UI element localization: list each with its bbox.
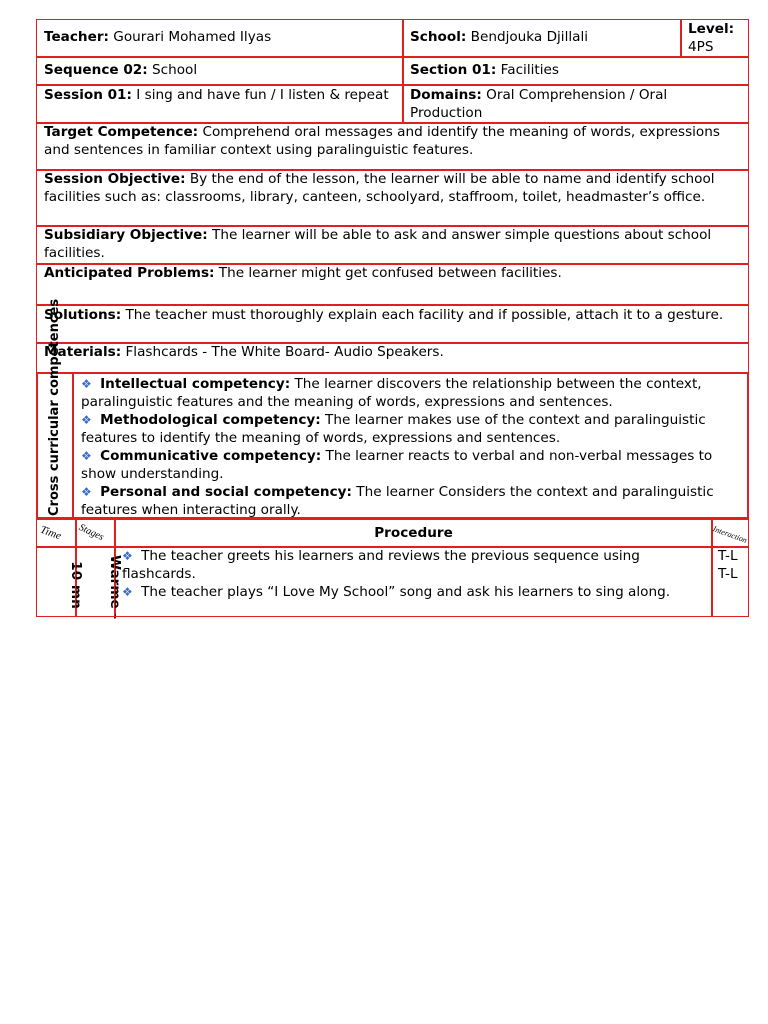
competency-label: Personal and social competency: <box>100 484 352 500</box>
solutions-value: The teacher must thoroughly explain each facility and if possible, attach it to a gesture. <box>125 307 724 323</box>
cross-curricular-label: Cross curricular competences <box>47 298 62 516</box>
teacher-name: Gourari Mohamed Ilyas <box>113 29 272 45</box>
time-header-cell <box>36 519 77 548</box>
competency-label: Methodological competency: <box>100 412 321 428</box>
diamond-bullet-icon: ❖ <box>122 585 133 599</box>
materials-cell <box>36 342 749 374</box>
competency-item <box>81 483 740 519</box>
sequence-value: School <box>152 62 198 78</box>
solutions-cell <box>36 304 749 344</box>
competency-item <box>81 447 740 483</box>
procedure-step-text: The teacher greets his learners and reviews the previous sequence using flashcards. <box>122 548 640 582</box>
target-label: Target Competence: <box>44 124 199 140</box>
competency-label: Intellectual competency: <box>100 376 291 392</box>
diamond-bullet-icon: ❖ <box>81 377 92 391</box>
objective-label: Session Objective: <box>44 171 186 187</box>
competency-text: The learner discovers the relationship between the context, paralinguistic features and the meaning of words, expressions and sentences. <box>81 376 702 410</box>
section-cell <box>402 56 749 86</box>
procedure-step <box>122 547 705 583</box>
objective-value: By the end of the lesson, the learner will be able to name and identify school facilities such as: classrooms, library, canteen, schoolyard, staffroom, toilet, headmaster’s office. <box>44 171 715 205</box>
solutions-label: Solutions: <box>44 307 122 323</box>
stages-header: Stages <box>77 522 106 544</box>
school-name: Bendjouka Djillali <box>470 29 589 45</box>
procedure-header-cell <box>114 519 713 548</box>
procedure-steps-cell <box>114 546 713 617</box>
competency-label: Communicative competency: <box>100 448 322 464</box>
anticipated-problems-cell <box>36 263 749 306</box>
cross-curricular-content <box>72 372 749 519</box>
diamond-bullet-icon: ❖ <box>81 413 92 427</box>
time-value: 10 mn <box>67 561 84 609</box>
school-cell <box>402 19 682 58</box>
interaction-value: T-L <box>718 548 738 564</box>
procedure-header: Procedure <box>374 525 453 541</box>
materials-value: Flashcards - The White Board- Audio Speakers. <box>125 344 444 360</box>
time-cell <box>36 546 84 617</box>
procedure-step <box>122 583 705 601</box>
section-label: Section 01: <box>410 62 497 78</box>
session-objective-cell <box>36 169 749 227</box>
cross-curricular-side-cell <box>36 298 74 519</box>
procedure-step-text: The teacher plays “I Love My School” song and ask his learners to sing along. <box>141 584 671 600</box>
diamond-bullet-icon: ❖ <box>81 449 92 463</box>
target-competence-cell <box>36 122 749 171</box>
level-label: Level: <box>688 21 735 37</box>
teacher-label: Teacher: <box>44 29 109 45</box>
stages-header-cell <box>75 519 116 548</box>
competency-text: The learner Considers the context and paralinguistic features when interacting orally. <box>81 484 714 518</box>
interaction-value: T-L <box>718 566 738 582</box>
target-value: Comprehend oral messages and identify the meaning of words, expressions and sentences in familiar context using paralinguistic features. <box>44 124 720 158</box>
stage-cell <box>75 546 123 620</box>
teacher-cell <box>36 19 404 58</box>
subsidiary-objective-cell <box>36 225 749 265</box>
level-cell <box>680 19 749 58</box>
diamond-bullet-icon: ❖ <box>81 485 92 499</box>
sequence-label: Sequence 02: <box>44 62 148 78</box>
competency-item <box>81 375 740 411</box>
subsidiary-value: The learner will be able to ask and answer simple questions about school facilities. <box>44 227 712 261</box>
domains-label: Domains: <box>410 87 482 103</box>
subsidiary-label: Subsidiary Objective: <box>44 227 208 243</box>
competency-item <box>81 411 740 447</box>
problems-label: Anticipated Problems: <box>44 265 215 281</box>
session-label: Session 01: <box>44 87 132 103</box>
session-cell <box>36 84 404 124</box>
school-label: School: <box>410 29 467 45</box>
domains-value: Oral Comprehension / Oral Production <box>410 87 668 121</box>
sequence-cell <box>36 56 404 86</box>
session-value: I sing and have fun / I listen & repeat <box>136 87 389 103</box>
section-value: Facilities <box>500 62 559 78</box>
level-value: 4PS <box>688 39 714 55</box>
time-header: Time <box>38 523 63 543</box>
domains-cell <box>402 84 749 124</box>
competency-text: The learner reacts to verbal and non-verbal messages to show understanding. <box>81 448 713 482</box>
problems-value: The learner might get confused between facilities. <box>218 265 562 281</box>
diamond-bullet-icon: ❖ <box>122 549 133 563</box>
interaction-header: Interaction <box>711 524 749 545</box>
stage-value: Warme - <box>106 555 123 620</box>
interaction-header-cell <box>711 519 749 548</box>
competency-text: The learner makes use of the context and paralinguistic features to identify the meaning of words, expressions and sentences. <box>81 412 706 446</box>
materials-label: Materials: <box>44 344 122 360</box>
interaction-cell <box>711 546 749 617</box>
